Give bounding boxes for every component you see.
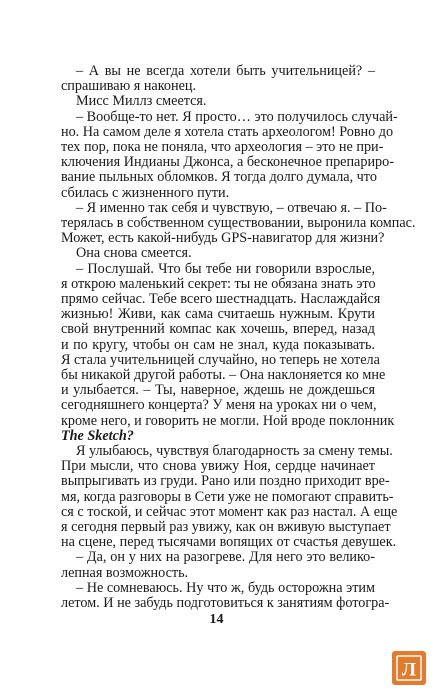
text-line: Может, есть какой-нибудь GPS-навигатор для жизни? xyxy=(61,230,385,246)
text-line: выпрыгивать из груди. Рано или поздно приходит вре- xyxy=(61,473,390,489)
text-line: тех пор, пока не поняла, что археология – это не при- xyxy=(61,139,384,155)
text-line: The Sketch? xyxy=(61,428,134,444)
text-line: сбилась с жизненного пути. xyxy=(61,185,230,201)
text-line: – Не сомневаюсь. Ну что ж, будь осторожна этим xyxy=(76,580,375,596)
text-line: ключения Индианы Джонса, а бесконечное препариро- xyxy=(61,154,394,170)
text-line: – Да, он у них на разогреве. Для него это велико- xyxy=(76,549,375,565)
text-line: Я стала учительницей случайно, но теперь не хотела xyxy=(61,352,380,368)
text-line: на сцене, перед тысячами вопящих от счастья девушек. xyxy=(61,534,397,550)
text-line: я открою маленький секрет: ты не обязана знать это xyxy=(61,276,376,292)
text-line: – Я именно так себя и чувствую, – отвечаю я. – По- xyxy=(76,200,387,216)
text-line: При мысли, что снова увижу Ноя, сердце начинает xyxy=(61,458,375,474)
text-line: и по кругу, чтобы он сам не знал, куда показывать. xyxy=(61,337,375,353)
publisher-logo-icon xyxy=(392,651,426,685)
text-line: бы никакой другой работы. – Она наклоняется ко мне xyxy=(61,367,386,383)
text-line: – Вообще-то нет. Я просто… это получилось случай- xyxy=(76,109,398,125)
text-line: спрашиваю я наконец. xyxy=(61,78,197,94)
text-line: мя, когда разговоры в Сети уже не помогают справить- xyxy=(61,489,394,505)
text-line: кроме него, и говорить не могли. Ной вроде поклонник xyxy=(61,413,395,429)
text-line: и улыбается. – Ты, наверное, ждешь не дождешься xyxy=(61,382,375,398)
svg-text:Л: Л xyxy=(401,659,417,681)
text-line: Мисс Миллз смеется. xyxy=(76,93,207,109)
text-line: лепная возможность. xyxy=(61,565,189,581)
text-line: летом. И не забудь подготовиться к занятиям фотогра- xyxy=(61,595,390,611)
text-line: прямо сейчас. Тебе всего шестнадцать. Наслаждайся xyxy=(61,291,381,307)
text-line: сегодняшнего концерта? У меня на уроках ни о чем, xyxy=(61,397,377,413)
page-number: 14 xyxy=(209,612,224,627)
text-line: Я улыбаюсь, чувствуя благодарность за смену темы. xyxy=(76,443,393,459)
text-line: вание пыльных обломков. Я тогда долго думала, что xyxy=(61,169,377,185)
text-line: терялась в собственном существовании, выронила компас. xyxy=(61,215,416,231)
text-line: я сегодня первый раз увижу, как он вживую выступает xyxy=(61,519,391,535)
text-line: – А вы не всегда хотели быть учительницей? – xyxy=(76,63,375,79)
text-line: жизнью! Живи, как сама считаешь нужным. Крути xyxy=(61,306,375,322)
text-line: Она снова смеется. xyxy=(76,245,192,261)
text-line: – Послушай. Что бы тебе ни говорили взрослые, xyxy=(76,261,375,277)
text-line: ся с тоской, и сейчас этот момент как раз настал. А еще xyxy=(61,504,398,520)
text-line: свой внутренний компас как хочешь, вперед, назад xyxy=(61,321,375,337)
text-line: но. На самом деле я хотела стать археологом! Ровно до xyxy=(61,124,394,140)
